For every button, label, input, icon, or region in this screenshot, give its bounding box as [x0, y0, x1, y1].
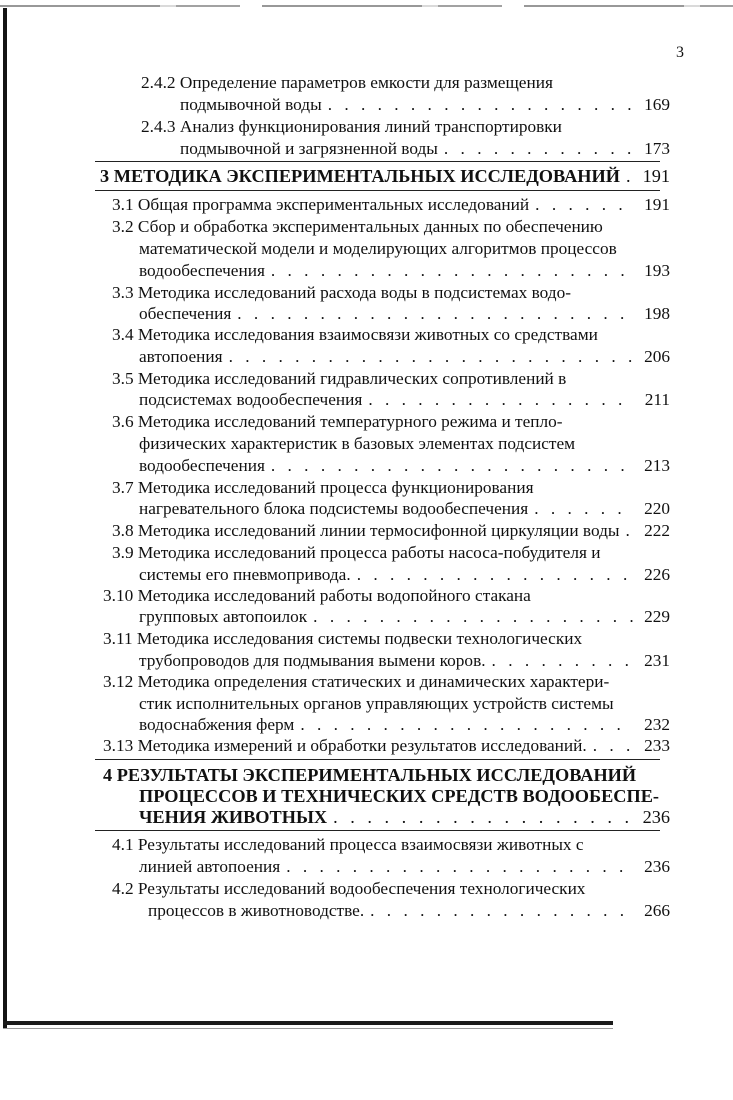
dot-leader [587, 735, 634, 757]
toc-page-number: 232 [644, 715, 670, 734]
toc-entry-text: нагревательного блока подсистемы водообеспечения [139, 499, 529, 518]
section-divider [95, 190, 660, 191]
toc-entry-3-4[interactable] [139, 346, 670, 368]
toc-entry-text: обеспечения [139, 304, 232, 323]
toc-page-number: 220 [644, 499, 670, 518]
toc-page-number: 231 [644, 651, 670, 670]
dot-leader [528, 498, 634, 520]
toc-entry-3-10[interactable] [139, 606, 670, 628]
toc-entry-3-11-line1: 3.11 Методика исследования системы подвески технологических [103, 629, 583, 648]
toc-entry-3-7[interactable] [139, 498, 670, 520]
toc-page-number: 213 [644, 456, 670, 475]
toc-entry-text: групповых автопоилок [139, 607, 308, 626]
toc-section-4[interactable] [139, 806, 670, 828]
toc-entry-text: водообеспечения [139, 456, 265, 475]
toc-page-number: 173 [644, 139, 670, 158]
toc-entry-3-6-line2: физических характеристик в базовых элементах подсистем [139, 434, 576, 453]
toc-page-number: 236 [642, 807, 670, 827]
dot-leader [351, 564, 634, 586]
toc-entry-text: водообеспечения [139, 261, 265, 280]
section-divider [95, 161, 660, 162]
toc-entry-text: 3.13 Методика измерений и обработки результатов исследований. [103, 736, 587, 755]
dot-leader [231, 303, 634, 325]
scan-border-left [3, 8, 7, 1028]
toc-entry-text: трубопроводов для подмывания вымени коров. [139, 651, 486, 670]
dot-leader [438, 138, 634, 160]
dot-leader [529, 194, 634, 216]
toc-entry-2-4-3[interactable] [180, 138, 670, 160]
dot-leader [307, 606, 634, 628]
dot-leader [620, 520, 634, 542]
dot-leader [223, 346, 634, 368]
toc-entry-text: линией автопоения [139, 857, 281, 876]
toc-section-4-line2: ПРОЦЕССОВ И ТЕХНИЧЕСКИХ СРЕДСТВ ВОДООБЕСПЕ- [139, 786, 659, 806]
toc-entry-3-10-line1: 3.10 Методика исследований работы водопойного стакана [103, 586, 531, 605]
dot-leader [364, 900, 634, 922]
toc-entry-3-12[interactable] [139, 714, 670, 736]
toc-entry-3-4-line1: 3.4 Методика исследования взаимосвязи животных со средствами [112, 325, 598, 344]
toc-entry-4-1[interactable] [139, 856, 670, 878]
toc-section-title: 3 МЕТОДИКА ЭКСПЕРИМЕНТАЛЬНЫХ ИССЛЕДОВАНИЙ [100, 166, 620, 186]
toc-entry-3-11[interactable] [139, 650, 670, 672]
toc-entry-4-2[interactable] [148, 900, 670, 922]
toc-section-4-line1: 4 РЕЗУЛЬТАТЫ ЭКСПЕРИМЕНТАЛЬНЫХ ИССЛЕДОВАНИЙ [103, 765, 637, 785]
toc-page-number: 191 [642, 166, 670, 186]
toc-entry-3-12-line1: 3.12 Методика определения статических и динамических характери- [103, 672, 610, 691]
toc-entry-3-2-line1: 3.2 Сбор и обработка экспериментальных данных по обеспечению [112, 217, 603, 236]
toc-entry-3-9-line1: 3.9 Методика исследований процесса работы насоса-побудителя и [112, 543, 601, 562]
section-divider [95, 830, 660, 831]
toc-entry-3-2-line2: математической модели и моделирующих алгоритмов процессов [139, 239, 617, 258]
dot-leader [280, 856, 634, 878]
dot-leader [265, 455, 634, 477]
toc-page-number: 236 [644, 857, 670, 876]
dot-leader [486, 650, 634, 672]
toc-page-number: 193 [644, 261, 670, 280]
page-number: 3 [676, 44, 684, 61]
toc-entry-3-12-line2: стик исполнительных органов управляющих устройств системы [139, 694, 614, 713]
toc-entry-3-3-line1: 3.3 Методика исследований расхода воды в подсистемах водо- [112, 283, 571, 302]
toc-entry-3-9[interactable] [139, 564, 670, 586]
toc-entry-text: 3.1 Общая программа экспериментальных исследований [112, 195, 530, 214]
toc-page-number: 222 [644, 521, 670, 540]
toc-entry-3-5-line1: 3.5 Методика исследований гидравлических сопротивлений в [112, 369, 567, 388]
toc-entry-2-4-2[interactable] [180, 94, 670, 116]
toc-entry-text: подсистемах водообеспечения [139, 390, 363, 409]
toc-page-number: 206 [644, 347, 670, 366]
dot-leader [327, 806, 634, 828]
toc-entry-3-7-line1: 3.7 Методика исследований процесса функционирования [112, 478, 534, 497]
toc-page-number: 229 [644, 607, 670, 626]
toc-entry-3-8[interactable] [112, 520, 670, 542]
section-divider [95, 759, 660, 760]
toc-page-number: 226 [644, 565, 670, 584]
toc-entry-2-4-3-line1: 2.4.3 Анализ функционирования линий транспортировки [141, 117, 562, 136]
toc-page-number: 198 [644, 304, 670, 323]
toc-section-title: ЧЕНИЯ ЖИВОТНЫХ [139, 807, 328, 827]
scan-border-bottom-shadow [3, 1028, 613, 1029]
toc-entry-3-6-line1: 3.6 Методика исследований температурного режима и тепло- [112, 412, 563, 431]
toc-entry-text: автопоения [139, 347, 223, 366]
scan-border-bottom [3, 1021, 613, 1025]
dot-leader [362, 389, 634, 411]
toc-entry-3-6[interactable] [139, 455, 670, 477]
toc-entry-text: подмывочной воды [180, 95, 322, 114]
toc-entry-text: водоснабжения ферм [139, 715, 295, 734]
toc-entry-4-1-line1: 4.1 Результаты исследований процесса взаимосвязи животных с [112, 835, 584, 854]
scan-edge-top [0, 5, 733, 7]
toc-entry-text: системы его пневмопривода. [139, 565, 351, 584]
dot-leader [322, 94, 634, 116]
toc-entry-text: процессов в животноводстве. [148, 901, 365, 920]
toc-entry-2-4-2-line1: 2.4.2 Определение параметров емкости для размещения [141, 73, 553, 92]
toc-entry-text: подмывочной и загрязненной воды [180, 139, 438, 158]
toc-page-number: 169 [644, 95, 670, 114]
dot-leader [620, 165, 634, 187]
toc-entry-3-5[interactable] [139, 389, 670, 411]
toc-entry-3-1[interactable] [112, 194, 670, 216]
toc-page-number: 233 [644, 736, 670, 755]
dot-leader [265, 260, 634, 282]
toc-page-number: 266 [644, 901, 670, 920]
toc-section-3[interactable] [100, 165, 670, 187]
toc-entry-4-2-line1: 4.2 Результаты исследований водообеспечения технологических [112, 879, 586, 898]
toc-entry-3-2[interactable] [139, 260, 670, 282]
dot-leader [294, 714, 634, 736]
toc-entry-3-13[interactable] [103, 735, 670, 757]
toc-page-number: 211 [644, 390, 670, 409]
toc-page-number: 191 [644, 195, 670, 214]
toc-entry-3-3[interactable] [139, 303, 670, 325]
toc-entry-text: 3.8 Методика исследований линии термосифонной циркуляции воды [112, 521, 620, 540]
